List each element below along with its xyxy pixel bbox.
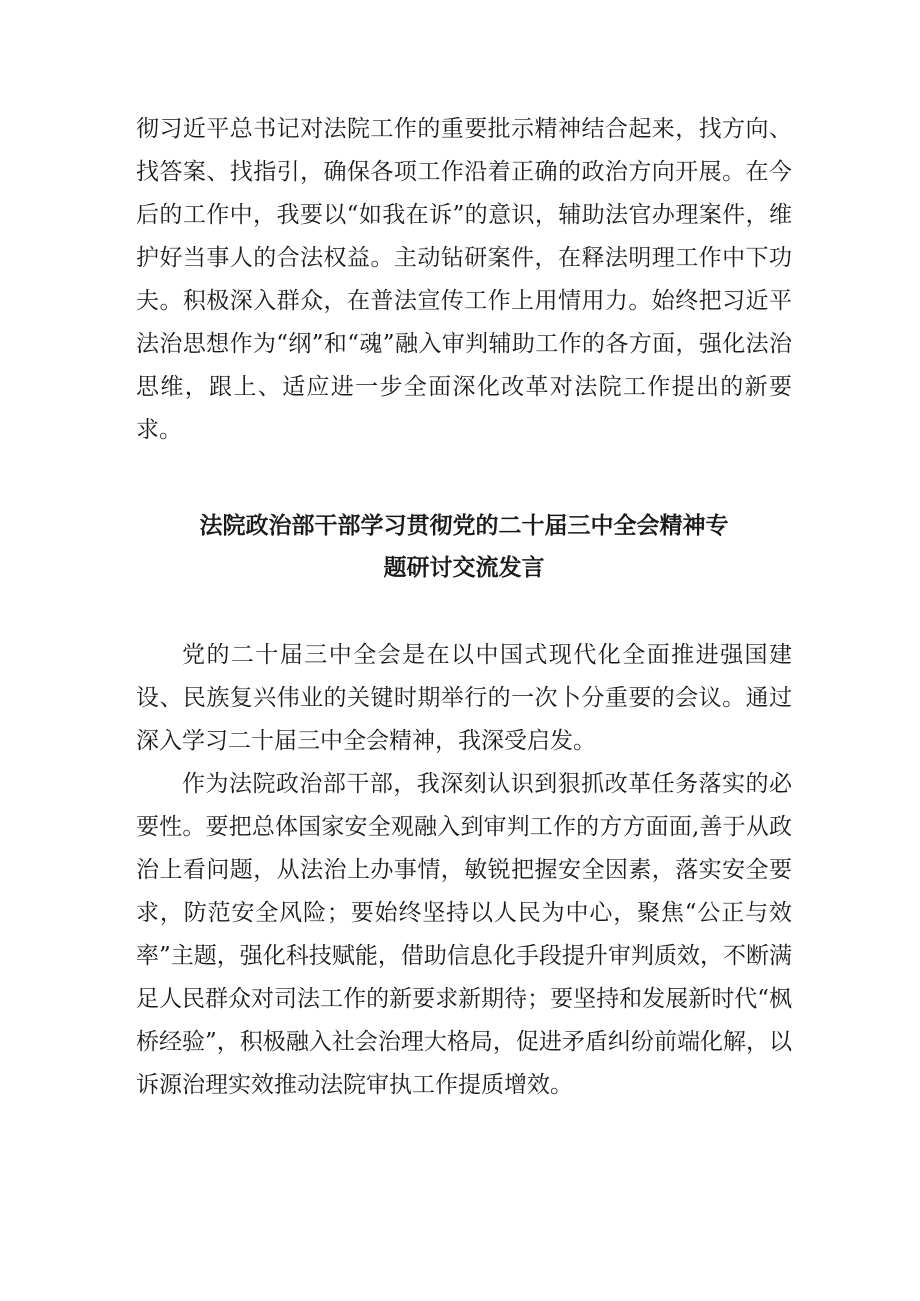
continuation-paragraph: 彻习近平总书记对法院工作的重要批示精神结合起来，找方向、找答案、找指引，确保各项工作沿着正确的政治方向开展。在今后的工作中，我要以“如我在诉”的意识，辅助法官办理案件，维护好当事人的合法权益。主动钻研案件，在释法明理工作中下功夫。积极深入群众，在普法宣传工作上用情用力。始终把习近平法治思想作为“纲”和“魂”融入审判辅助工作的各方面，强化法治思维，跟上、适应进一步全面深化改革对法院工作提出的新要求。	[136, 116, 792, 443]
body-paragraph-2: 作为法院政治部干部，我深刻认识到狠抓改革任务落实的必要性。要把总体国家安全观融入到审判工作的方方面面,善于从政治上看问题，从法治上办事情，敏锐把握安全因素，落实安全要求，防范安全风险；要始终坚持以人民为中心，聚焦“公正与效率”主题，强化科技赋能，借助信息化手段提升审判质效，不断满足人民群众对司法工作的新要求新期待；要坚持和发展新时代“枫桥经验”，积极融入社会治理大格局，促进矛盾纠纷前端化解，以诉源治理实效推动法院审执工作提质增效。	[136, 771, 792, 1098]
article-title-line-2: 题研讨交流发言	[383, 555, 545, 581]
article-body	[136, 634, 792, 1107]
body-paragraph-1: 党的二十届三中全会是在以中国式现代化全面推进强国建设、民族复兴伟业的关键时期举行的一次卜分重要的会议。通过深入学习二十届三中全会精神，我深受启发。	[136, 642, 792, 754]
article-title	[136, 505, 792, 589]
article-title-line-1: 法院政治部干部学习贯彻党的二十届三中全会精神专	[199, 513, 729, 539]
